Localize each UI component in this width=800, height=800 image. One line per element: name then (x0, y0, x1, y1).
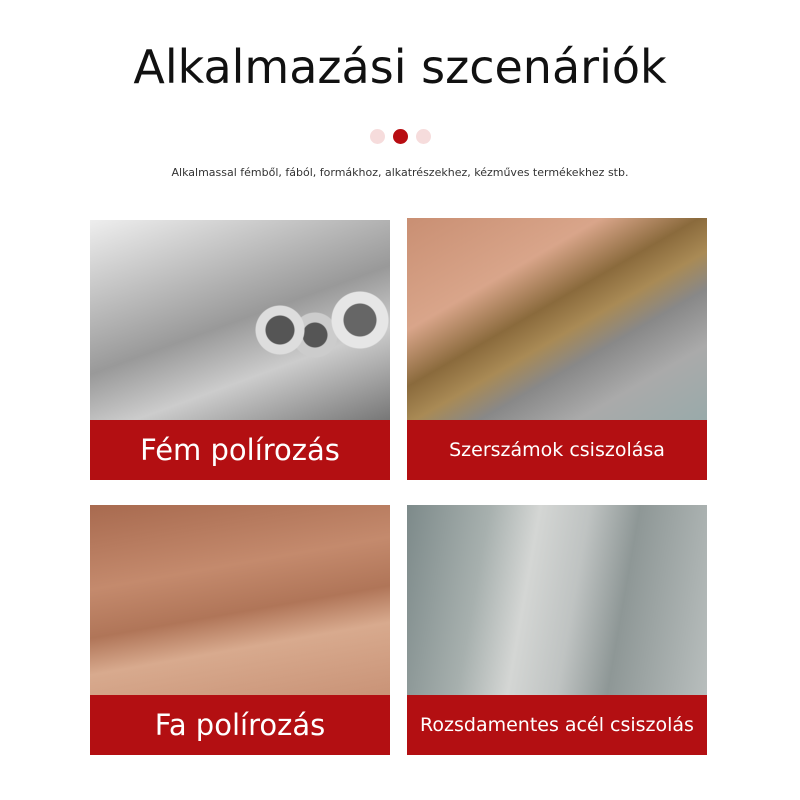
subtitle: Alkalmassal fémből, fából, formákhoz, alkatrészekhez, kézműves termékekhez stb. (171, 166, 629, 179)
tile-label: Fa polírozás (90, 695, 390, 755)
carousel-dots (370, 129, 431, 144)
page-title: Alkalmazási szcenáriók (133, 40, 667, 94)
wood-image (90, 505, 390, 695)
tile-label: Szerszámok csiszolása (407, 420, 707, 480)
metal-pipes-image (90, 220, 390, 420)
tile-wood-polishing (90, 505, 390, 755)
carousel-dot[interactable] (416, 129, 431, 144)
tile-metal-polishing (90, 220, 390, 480)
carousel-dot[interactable] (370, 129, 385, 144)
stainless-steel-image (407, 505, 707, 695)
tile-label: Rozsdamentes acél csiszolás (407, 695, 707, 755)
tile-label: Fém polírozás (90, 420, 390, 480)
tile-stainless-steel-grinding (407, 505, 707, 755)
carousel-dot-active[interactable] (393, 129, 408, 144)
tool-sharpening-image (407, 218, 707, 420)
tile-tool-sharpening (407, 218, 707, 480)
